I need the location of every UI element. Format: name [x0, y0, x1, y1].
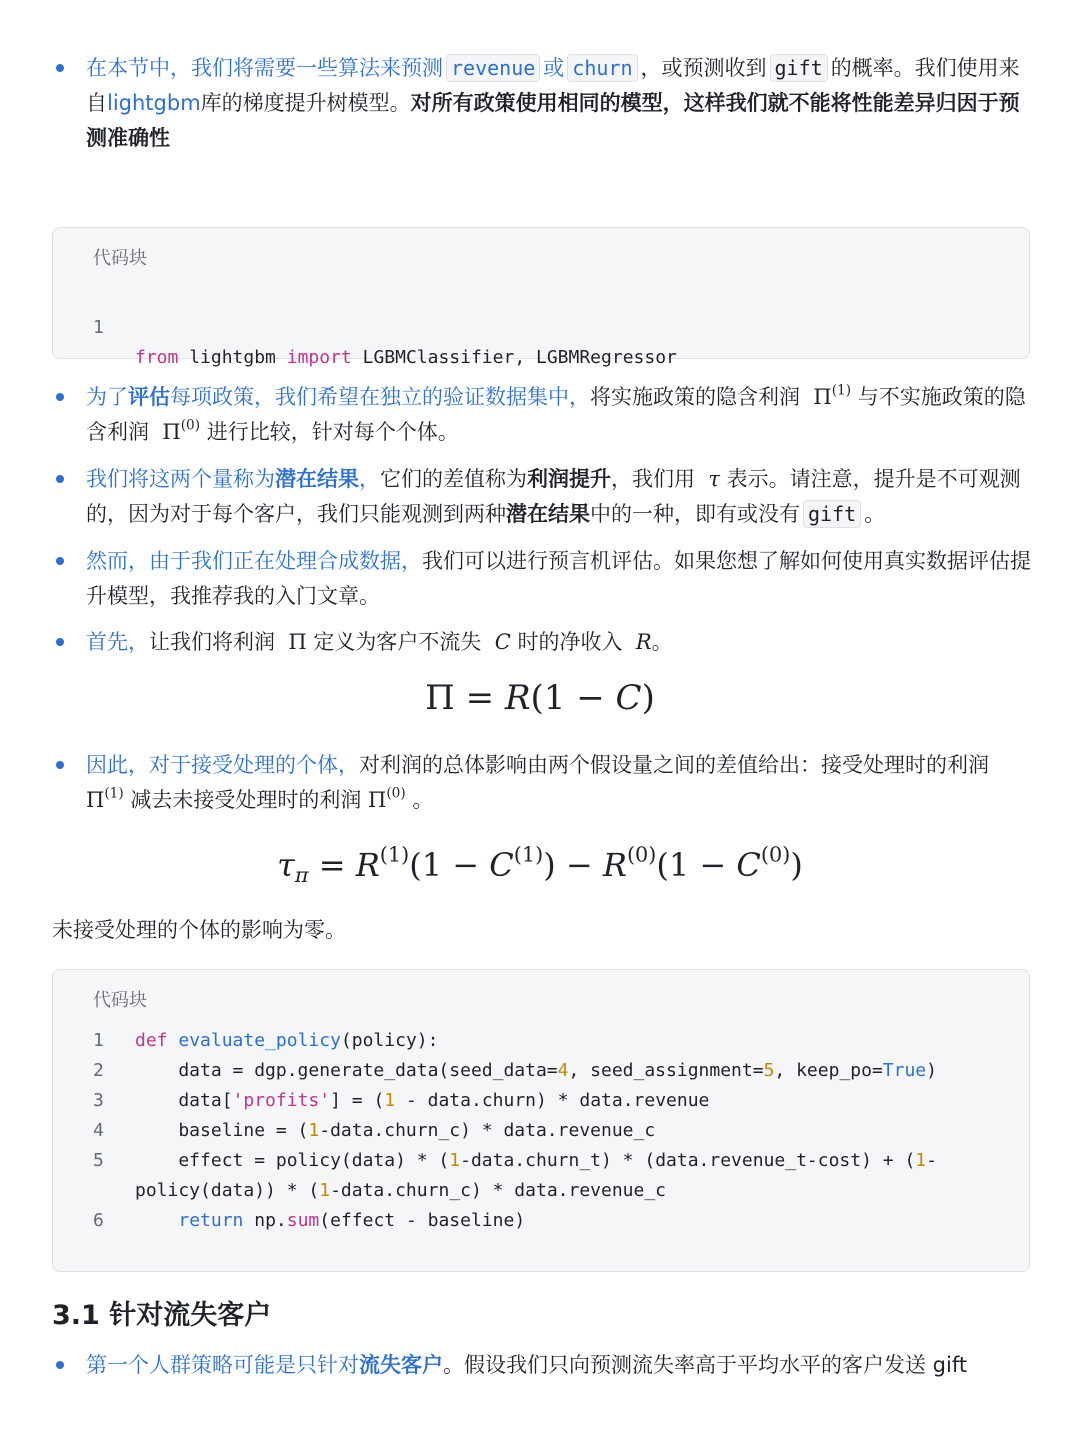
inline-code: gift [770, 54, 828, 82]
text: 与不实施政策的隐含利润 [86, 385, 1026, 444]
line-number: 1 [93, 317, 104, 338]
text: ， [359, 467, 380, 491]
bullet-dot [56, 638, 64, 646]
line-number: 2 [93, 1060, 104, 1081]
bullet-dot [56, 475, 64, 483]
math-pi-1: $\Pi^{(1)}$ [86, 785, 124, 812]
code-block: 代码块 1 def evaluate_policy(policy): 2 data = dgp.generate_data(seed_data=4, seed_assignment=5, keep_po=True) 3 data['profits'] = (1 - data.churn) * data.revenue 4 baseline = (1-data.churn_c) * data.revenue_c 5 effect = policy(data) * (1-data.churn_t) * (data.revenue_t-cost) + (1- policy(data)) * (1-data.churn_c) * data.revenue_c 6 return np.sum(effect - baseline) [52, 969, 1030, 1272]
lightgbm-link[interactable]: lightgbm [107, 91, 201, 115]
bullet-item [52, 51, 1032, 156]
text: 。 [864, 502, 886, 526]
line-number: 6 [93, 1210, 104, 1231]
bullet-dot [56, 557, 64, 565]
text: 定义为客户不流失 [313, 630, 482, 654]
text: 的概率。我们使用来自 [86, 56, 1020, 115]
line-number: 1 [93, 1030, 104, 1051]
bullet-item [52, 380, 1032, 450]
bold-text: 利润提升 [527, 467, 611, 491]
bullet-dot [56, 393, 64, 401]
text: ，我们用 [611, 467, 695, 491]
text: 或 [543, 56, 565, 80]
text: 。假设我们只向预测流失率高于平均水平的客户发送 gift [443, 1353, 968, 1377]
math-pi-1: $\Pi^{(1)}$ [806, 382, 852, 409]
bullet-dot [56, 64, 64, 72]
bold-text: 潜在结果 [506, 502, 590, 526]
inline-code: churn [567, 54, 637, 82]
inline-code: gift [803, 500, 861, 528]
bullet-dot [56, 761, 64, 769]
bullet-item [52, 625, 1032, 660]
bullet-item [52, 544, 1032, 614]
text: 将实施政策的隐含利润 [590, 385, 800, 409]
code-block-header: 代码块 [93, 990, 147, 1011]
bullet-item [52, 748, 1032, 818]
section-heading: 3.1 针对流失客户 [52, 1300, 272, 1331]
bullet-dot [56, 1361, 64, 1369]
code-block-header: 代码块 [93, 248, 147, 269]
formula-uplift: $\tau_\pi = R^{(1)}(1 - C^{(1)}) - R^{(0)}(1 - C^{(0)})$ [277, 842, 803, 888]
math-pi-0: $\Pi^{(0)}$ [361, 785, 406, 812]
text: 表示。请注意，提升是不可观测的，因为对于每个客户，我们只能观测到两种 [86, 467, 1021, 526]
bold-text: 评估 [128, 385, 170, 409]
text: 进行比较，针对每个个体。 [206, 420, 459, 444]
text: 。 [651, 630, 673, 654]
keyword: from [135, 347, 179, 368]
bullet-item [52, 1348, 1032, 1383]
text: 然而，由于我们正在处理合成数据， [86, 549, 422, 573]
line-number: 5 [93, 1150, 104, 1171]
text: 首先， [86, 630, 149, 654]
line-number: 3 [93, 1090, 104, 1111]
math-pi-0: $\Pi^{(0)}$ [155, 417, 201, 444]
text: 对利润的总体影响由两个假设量之间的差值给出：接受处理时的利润 [359, 753, 989, 777]
text: 。 [412, 788, 434, 812]
math-tau: τ [701, 467, 727, 491]
bold-text: 对所有政策使用相同的模型，这样我们就不能将性能差异归因于预测准确性 [86, 91, 1020, 150]
inline-code: revenue [446, 54, 540, 82]
text: 第一个人群策略可能是只针对 [86, 1353, 359, 1377]
text: 我们将这两个量称为 [86, 467, 275, 491]
bold-text: 流失客户 [359, 1353, 443, 1377]
code-text: lightgbm [178, 347, 287, 368]
code-block [52, 227, 1030, 368]
text: 时的净收入 [517, 630, 623, 654]
bold-text: 潜在结果 [275, 467, 359, 491]
math-r: R [629, 630, 652, 654]
text: 每项政策，我们希望在独立的验证数据集中， [170, 385, 590, 409]
text: 我们可以进行预言机评估。如果您想了解如何使用真实数据评估提升模型，我推荐我的入门文章。 [86, 549, 1031, 608]
text: 在本节中，我们将需要一些算法来预测 [86, 56, 443, 80]
keyword: import [286, 347, 352, 368]
text: 让我们将利润 [149, 630, 275, 654]
code-text: LGBMClassifier, LGBMRegressor [351, 347, 677, 368]
formula-profit: Π = R(1 − C) [425, 678, 655, 718]
text: 中的一种，即有或没有 [590, 502, 800, 526]
math-pi: Π [281, 630, 314, 654]
text: ，或预测收到 [640, 56, 767, 80]
text: 减去未接受处理时的利润 [130, 788, 362, 812]
paragraph: 未接受处理的个体的影响为零。 [52, 918, 346, 942]
math-c: C [488, 630, 518, 654]
bullet-item [52, 462, 1032, 532]
text: 为了 [86, 385, 128, 409]
text: 它们的差值称为 [380, 467, 527, 491]
text: 库的梯度提升树模型。 [200, 91, 411, 115]
line-number: 4 [93, 1120, 104, 1141]
text: 因此，对于接受处理的个体， [86, 753, 359, 777]
